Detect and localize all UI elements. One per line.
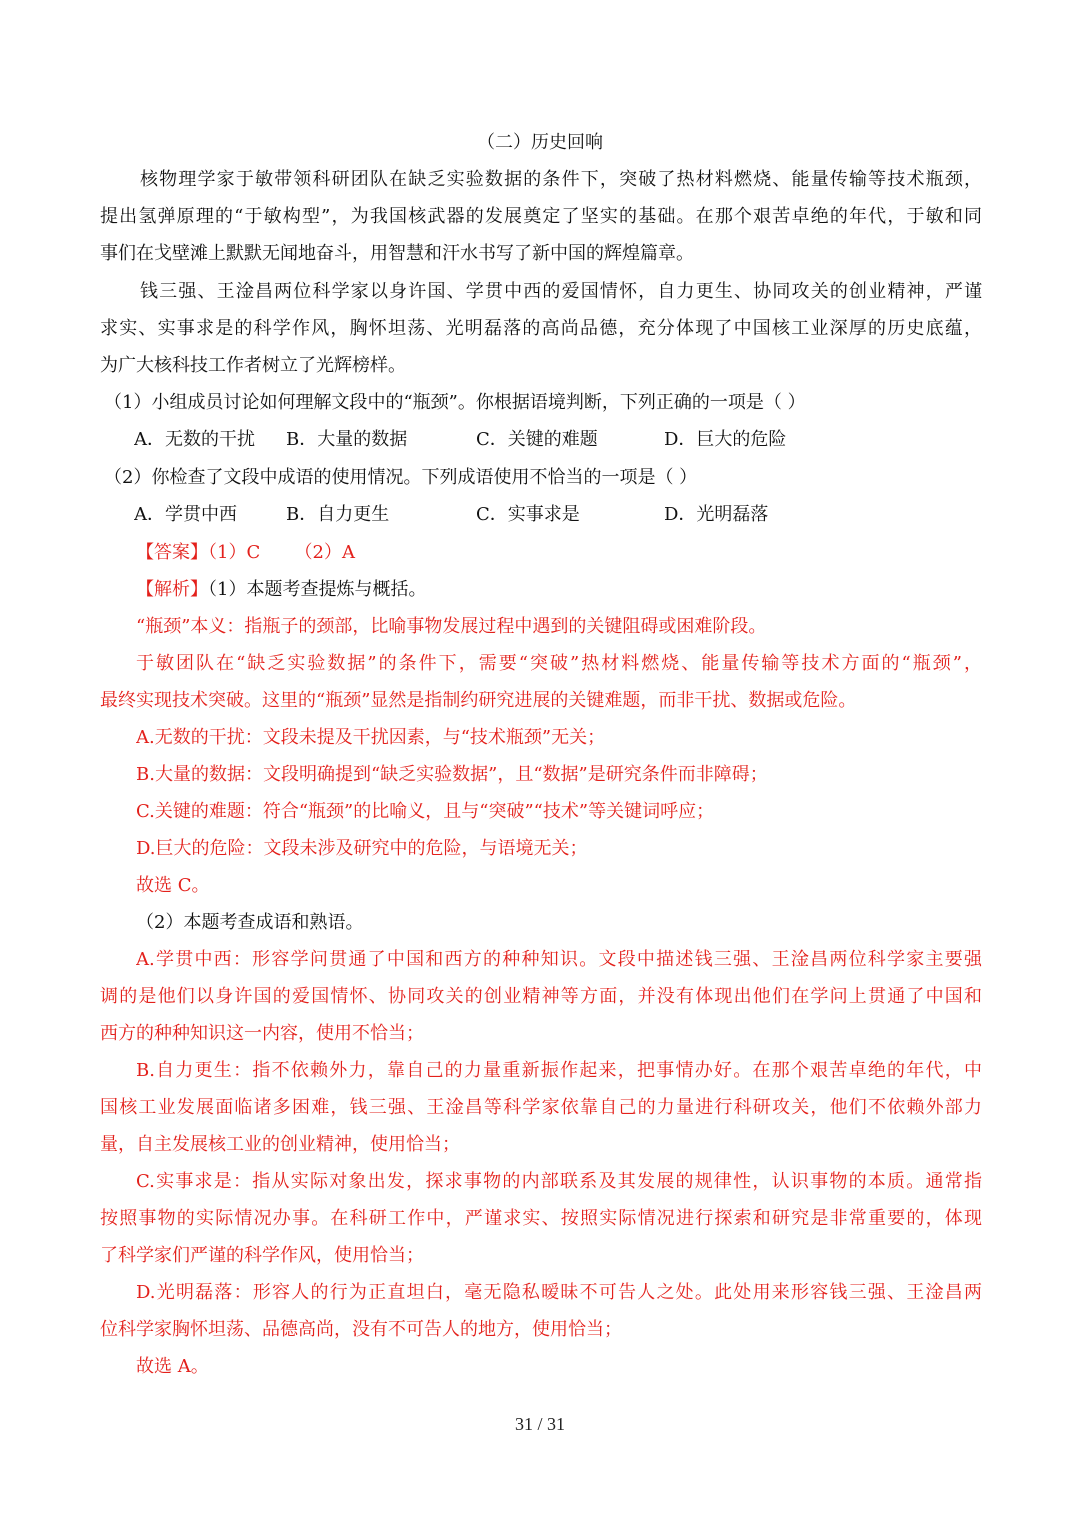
- analysis-line: 故选 C。: [136, 875, 210, 896]
- analysis-line: D.光明磊落：形容人的行为正直坦白，毫无隐私暧昧不可告人之处。此处用来形容钱三强、王淦昌两: [136, 1282, 982, 1303]
- analysis-text: （1）本题考查提炼与概括。: [208, 579, 427, 600]
- analysis-line: 按照事物的实际情况办事。在科研工作中，严谨求实、按照实际情况进行探索和研究是非常重要的，体现: [100, 1208, 982, 1229]
- analysis-line: C.关键的难题：符合“瓶颈”的比喻义，且与“突破”“技术”等关键词呼应；: [136, 801, 715, 822]
- question-1-stem: （1）小组成员讨论如何理解文段中的“瓶颈”。你根据语境判断，下列正确的一项是（ ）: [104, 392, 806, 413]
- analysis-line: B.大量的数据：文段明确提到“缺乏实验数据”，且“数据”是研究条件而非障碍；: [136, 764, 768, 785]
- q1-option-d: D．巨大的危险: [664, 429, 787, 450]
- analysis-line: 位科学家胸怀坦荡、品德高尚，没有不可告人的地方，使用恰当；: [100, 1319, 622, 1340]
- analysis-line: 故选 A。: [136, 1356, 209, 1377]
- q2-option-d: D．光明磊落: [664, 504, 769, 525]
- analysis-line: 最终实现技术突破。这里的“瓶颈”显然是指制约研究进展的关键难题，而非干扰、数据或危险。: [100, 690, 857, 711]
- q1-option-a: A．无数的干扰: [134, 429, 255, 450]
- passage-p2-line3: 为广大核科技工作者树立了光辉榜样。: [100, 355, 406, 376]
- question-2-stem: （2）你检查了文段中成语的使用情况。下列成语使用不恰当的一项是（ ）: [104, 467, 698, 488]
- analysis-line: A.无数的干扰：文段未提及干扰因素，与“技术瓶颈”无关；: [136, 727, 606, 748]
- q1-option-b: B．大量的数据: [286, 429, 408, 450]
- passage-p1-line2: 提出氢弹原理的“于敏构型”，为我国核武器的发展奠定了坚实的基础。在那个艰苦卓绝的年代，于敏和同: [100, 206, 982, 227]
- q2-option-a: A．学贯中西: [134, 504, 237, 525]
- analysis-line: 调的是他们以身许国的爱国情怀、协同攻关的创业精神等方面，并没有体现出他们在学问上贯通了中国和: [100, 986, 982, 1007]
- analysis-tag: 【解析】: [136, 579, 208, 600]
- analysis-line: C.实事求是：指从实际对象出发，探求事物的内部联系及其发展的规律性，认识事物的本质。通常指: [136, 1171, 982, 1192]
- analysis-line-0: [136, 578, 1018, 602]
- section-title: （二）历史回响: [477, 132, 603, 153]
- answer-text: （1）C （2）A: [208, 542, 356, 563]
- answer-line: [136, 541, 1018, 565]
- answer-tag: 【答案】: [136, 542, 208, 563]
- page-number: 31 / 31: [514, 1414, 565, 1434]
- analysis-line: 西方的种种知识这一内容，使用不恰当；: [100, 1023, 424, 1044]
- analysis-line: “瓶颈”本义：指瓶子的颈部，比喻事物发展过程中遇到的关键阻碍或困难阶段。: [136, 616, 767, 637]
- passage-p2-line1: 钱三强、王淦昌两位科学家以身许国、学贯中西的爱国情怀，自力更生、协同攻关的创业精神，严谨: [140, 281, 982, 302]
- passage-p1-line1: 核物理学家于敏带领科研团队在缺乏实验数据的条件下，突破了热材料燃烧、能量传输等技术瓶颈，: [140, 169, 982, 190]
- q2-option-b: B．自力更生: [286, 504, 390, 525]
- analysis-line: （2）本题考查成语和熟语。: [136, 912, 364, 933]
- analysis-line: 于敏团队在“缺乏实验数据”的条件下，需要“突破”热材料燃烧、能量传输等技术方面的“瓶颈”，: [136, 653, 982, 674]
- analysis-line: A.学贯中西：形容学问贯通了中国和西方的种种知识。文段中描述钱三强、王淦昌两位科学家主要强: [136, 949, 982, 970]
- passage-p1-line3: 事们在戈壁滩上默默无闻地奋斗，用智慧和汗水书写了新中国的辉煌篇章。: [100, 243, 694, 264]
- q1-option-c: C．关键的难题: [476, 429, 598, 450]
- analysis-line: B.自力更生：指不依赖外力，靠自己的力量重新振作起来，把事情办好。在那个艰苦卓绝的年代，中: [136, 1060, 982, 1081]
- analysis-line: 国核工业发展面临诸多困难，钱三强、王淦昌等科学家依靠自己的力量进行科研攻关，他们不依赖外部力: [100, 1097, 982, 1118]
- analysis-line: 了科学家们严谨的科学作风，使用恰当；: [100, 1245, 424, 1266]
- question-1-options: [134, 428, 982, 452]
- q2-option-c: C．实事求是: [476, 504, 580, 525]
- passage-p2-line2: 求实、实事求是的科学作风，胸怀坦荡、光明磊落的高尚品德，充分体现了中国核工业深厚的历史底蕴，: [100, 318, 982, 339]
- analysis-line: D.巨大的危险：文段未涉及研究中的危险，与语境无关；: [136, 838, 588, 859]
- analysis-line: 量，自主发展核工业的创业精神，使用恰当；: [100, 1134, 460, 1155]
- question-2-options: [134, 503, 982, 527]
